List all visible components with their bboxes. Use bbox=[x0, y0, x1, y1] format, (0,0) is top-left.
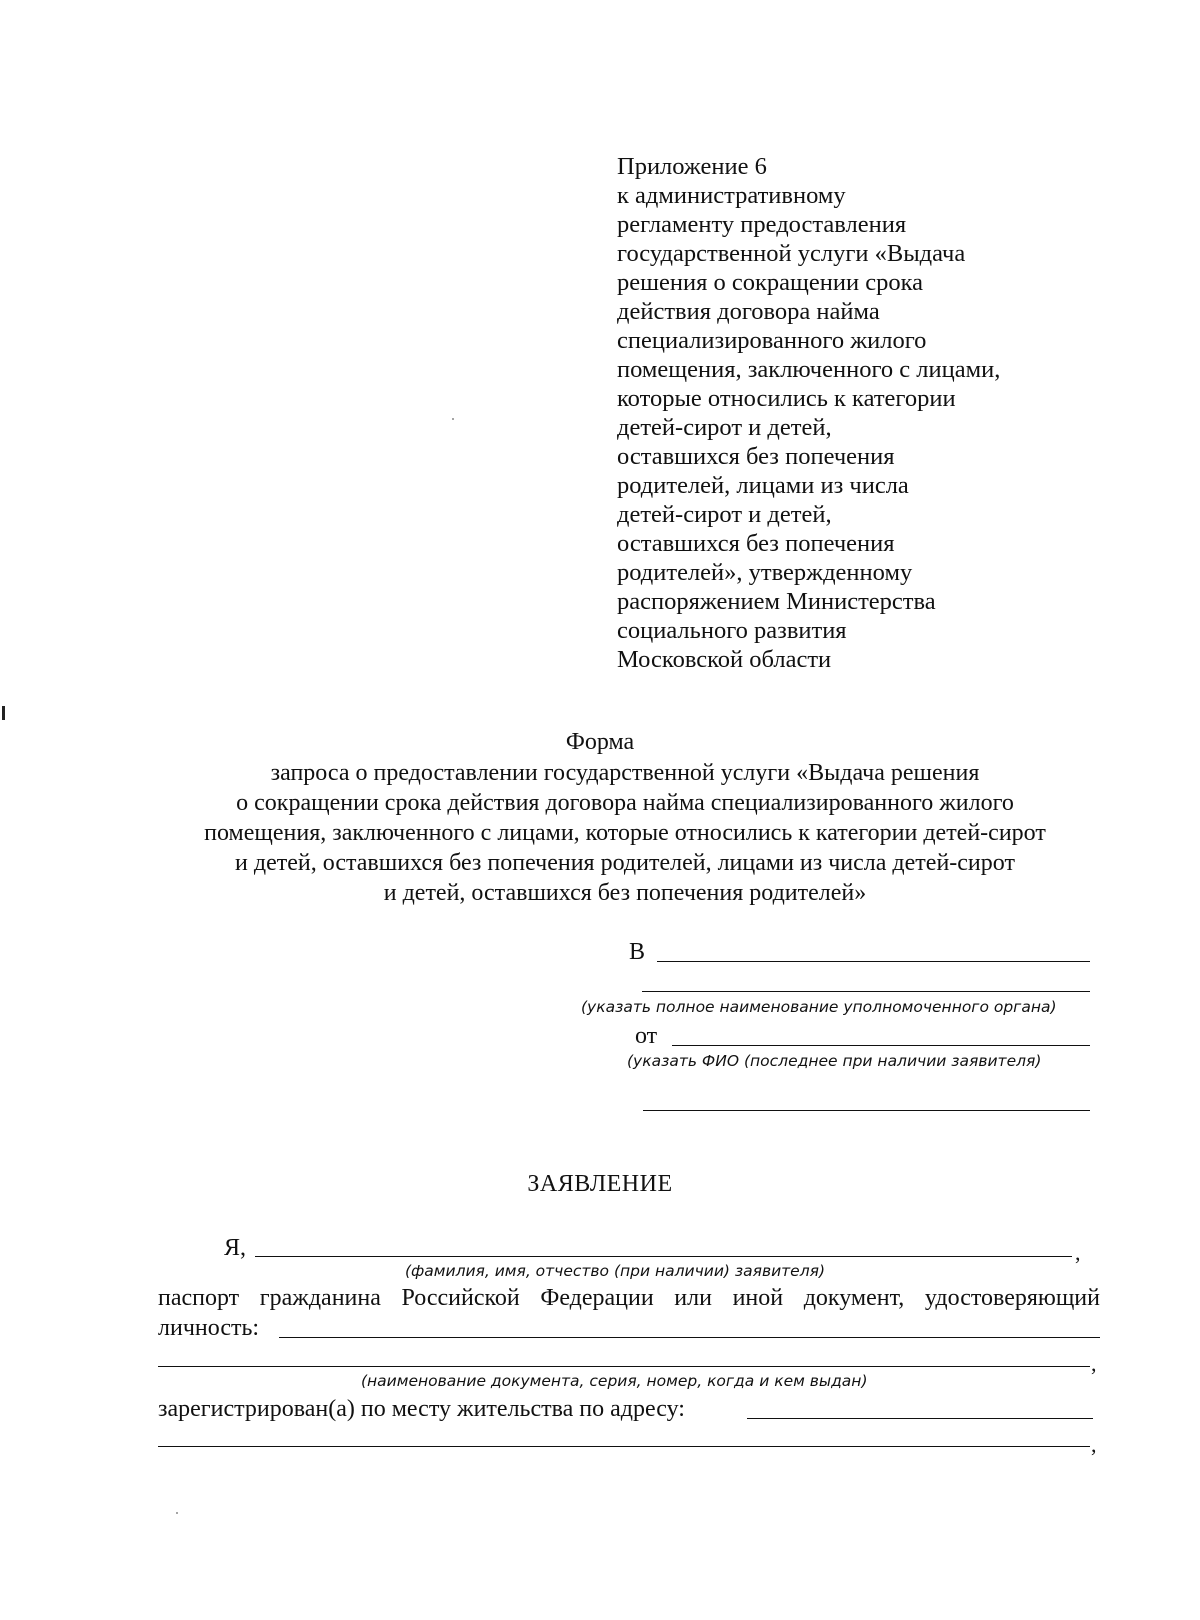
applicant-name-line[interactable] bbox=[672, 1045, 1090, 1046]
appendix-line: государственной услуги «Выдача bbox=[617, 240, 966, 267]
identity-label: личность: bbox=[158, 1315, 260, 1341]
applicant-caption: (указать ФИО (последнее при наличии заявителя) bbox=[627, 1052, 1042, 1070]
form-description-line: о сокращении срока действия договора найма специализированного жилого bbox=[236, 790, 1014, 816]
address-line-1[interactable] bbox=[747, 1418, 1093, 1419]
passport-text: паспорт гражданина Российской Федерации или иной документ, удостоверяющий bbox=[158, 1285, 1100, 1311]
appendix-line: распоряжением Министерства bbox=[617, 588, 936, 615]
appendix-line: детей-сирот и детей, bbox=[617, 501, 832, 528]
appendix-line: Приложение 6 bbox=[617, 153, 767, 180]
appendix-line: оставшихся без попечения bbox=[617, 443, 895, 470]
applicant-extra-line[interactable] bbox=[643, 1110, 1090, 1111]
appendix-line: решения о сокращении срока bbox=[617, 269, 923, 296]
form-title: Форма bbox=[565, 729, 635, 755]
identity-document-line-2[interactable] bbox=[158, 1366, 1090, 1367]
statement-heading: ЗАЯВЛЕНИЕ bbox=[527, 1171, 673, 1197]
appendix-line: помещения, заключенного с лицами, bbox=[617, 356, 1001, 383]
applicant-full-name-line[interactable] bbox=[255, 1256, 1072, 1257]
appendix-line: регламенту предоставления bbox=[617, 211, 907, 238]
trailing-comma: , bbox=[1091, 1351, 1097, 1376]
appendix-line: Московской области bbox=[617, 646, 832, 673]
appendix-line: специализированного жилого bbox=[617, 327, 927, 354]
address-line-2[interactable] bbox=[158, 1446, 1090, 1447]
authority-line-2[interactable] bbox=[642, 991, 1090, 992]
appendix-line: действия договора найма bbox=[617, 298, 880, 325]
address-label: зарегистрирован(а) по месту жительства по адресу: bbox=[158, 1396, 685, 1422]
form-description-line: и детей, оставшихся без попечения родителей» bbox=[383, 880, 867, 906]
document-caption: (наименование документа, серия, номер, когда и кем выдан) bbox=[361, 1372, 868, 1390]
trailing-comma: , bbox=[1075, 1240, 1081, 1265]
appendix-block bbox=[617, 152, 1097, 674]
form-description-line: и детей, оставшихся без попечения родителей, лицами из числа детей-сирот bbox=[235, 850, 1015, 876]
identity-document-line-1[interactable] bbox=[279, 1337, 1100, 1338]
appendix-line: родителей», утвержденному bbox=[617, 559, 913, 586]
from-label: от bbox=[635, 1023, 658, 1049]
authority-line-1[interactable] bbox=[657, 961, 1090, 962]
appendix-line: социального развития bbox=[617, 617, 847, 644]
trailing-comma: , bbox=[1091, 1432, 1097, 1457]
scan-mark bbox=[2, 706, 5, 720]
authority-caption: (указать полное наименование уполномоченного органа) bbox=[581, 998, 1057, 1016]
appendix-line: к административному bbox=[617, 182, 846, 209]
scan-speck bbox=[176, 1512, 178, 1514]
appendix-line: которые относились к категории bbox=[617, 385, 956, 412]
scan-speck bbox=[452, 418, 454, 420]
appendix-line: оставшихся без попечения bbox=[617, 530, 895, 557]
i-label: Я, bbox=[224, 1235, 247, 1261]
full-name-caption: (фамилия, имя, отчество (при наличии) заявителя) bbox=[405, 1262, 825, 1280]
form-description bbox=[140, 758, 1110, 908]
form-description-line: помещения, заключенного с лицами, которые относились к категории детей-сирот bbox=[204, 820, 1046, 846]
form-description-line: запроса о предоставлении государственной услуги «Выдача решения bbox=[270, 760, 980, 786]
appendix-line: родителей, лицами из числа bbox=[617, 472, 909, 499]
to-label: В bbox=[629, 939, 646, 965]
appendix-line: детей-сирот и детей, bbox=[617, 414, 832, 441]
